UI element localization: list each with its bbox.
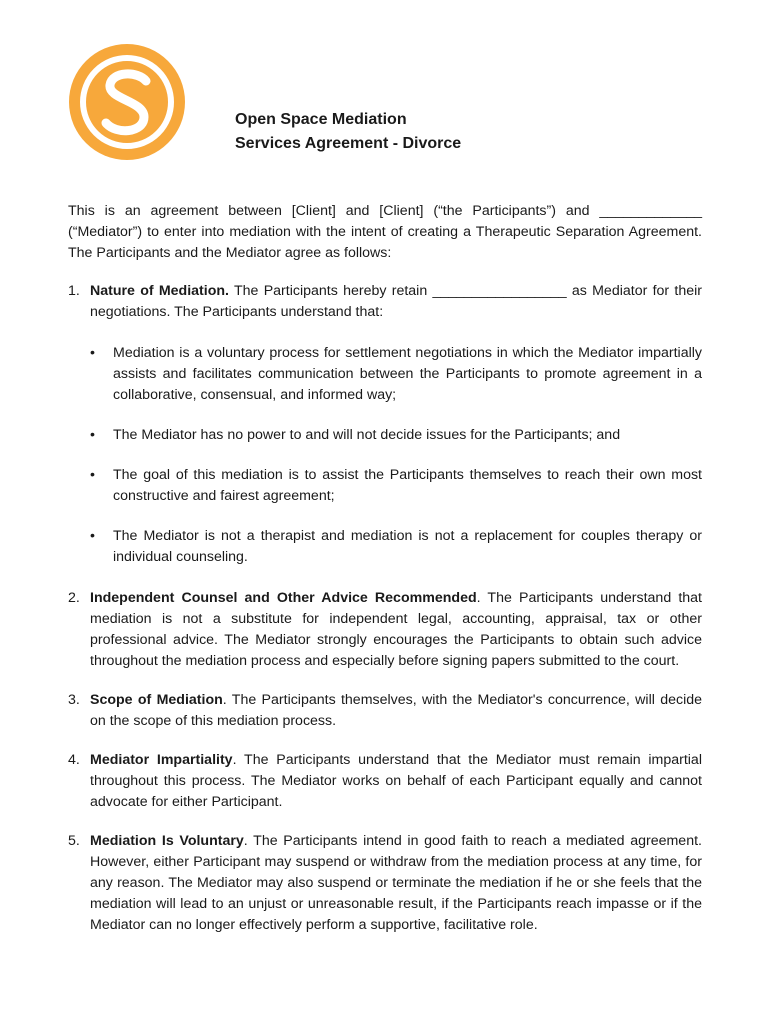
bullet-item <box>90 465 702 507</box>
bullet-icon: • <box>90 528 95 544</box>
section-text: . The Participants understand that mediation is not a substitute for independent legal, accounting, appraisal, tax or other professional advice. The Mediator strongly encourages the Participants to obtain such advice throughout the mediation process and especially before signing papers submitted to the court. <box>90 590 702 669</box>
bullet-text: The Mediator has no power to and will not decide issues for the Participants; and <box>113 427 621 443</box>
section-heading: Mediation Is Voluntary <box>90 833 244 849</box>
bullet-icon: • <box>90 467 95 483</box>
section-3 <box>68 690 702 732</box>
bullet-item <box>90 526 702 568</box>
section-heading: Mediator Impartiality <box>90 752 233 768</box>
section-number: 1. <box>68 283 80 299</box>
bullet-item <box>90 425 702 446</box>
section-text: . The Participants understand that the Mediator must remain impartial throughout this process. The Mediator works on behalf of each Participant equally and cannot advocate for either Participant. <box>90 752 702 810</box>
section-2 <box>68 588 702 672</box>
section-1 <box>68 281 702 568</box>
section-4 <box>68 750 702 813</box>
sections-list <box>68 281 702 936</box>
document-title <box>235 108 461 156</box>
section-text: . The Participants intend in good faith to reach a mediated agreement. However, either Participant may suspend or withdraw from the mediation process at any time, for any reason. The Mediator may also suspend or terminate the mediation if he or she feels that the mediation will lead to an unjust or unreasonable result, if the Participants reach impasse or if the Mediator can no longer effectively perform a supportive, facilitative role. <box>90 833 702 933</box>
section-number: 2. <box>68 590 80 606</box>
section-number: 4. <box>68 752 80 768</box>
section-text: The Participants hereby retain _________________ as Mediator for their negotiations. The Participants understand that: <box>90 283 702 320</box>
bullet-text: The Mediator is not a therapist and mediation is not a replacement for couples therapy or individual counseling. <box>113 528 702 565</box>
bullet-item <box>90 343 702 406</box>
title-line-1: Open Space Mediation <box>235 111 407 128</box>
bullet-list <box>90 343 702 568</box>
bullet-text: The goal of this mediation is to assist the Participants themselves to reach their own most constructive and fairest agreement; <box>113 467 702 504</box>
bullet-icon: • <box>90 427 95 443</box>
section-number: 3. <box>68 692 80 708</box>
bullet-icon: • <box>90 345 95 361</box>
intro-paragraph: This is an agreement between [Client] and [Client] (“the Participants”) and _____________ (“Mediator”) to enter into mediation with the intent of creating a Therapeutic Separation Agreement. The Participants and the Mediator agree as follows: <box>68 203 702 261</box>
section-5 <box>68 831 702 936</box>
bullet-text: Mediation is a voluntary process for settlement negotiations in which the Mediator impartially assists and facilitates communication between the Participants to promote agreement in a collaborative, consensual, and informed way; <box>113 345 702 403</box>
section-heading: Nature of Mediation. <box>90 283 229 299</box>
section-heading: Independent Counsel and Other Advice Recommended <box>90 590 477 606</box>
open-space-logo <box>68 43 186 161</box>
section-number: 5. <box>68 833 80 849</box>
section-text: . The Participants themselves, with the Mediator's concurrence, will decide on the scope of this mediation process. <box>90 692 703 729</box>
section-heading: Scope of Mediation <box>90 692 223 708</box>
title-line-2: Services Agreement - Divorce <box>235 135 462 152</box>
